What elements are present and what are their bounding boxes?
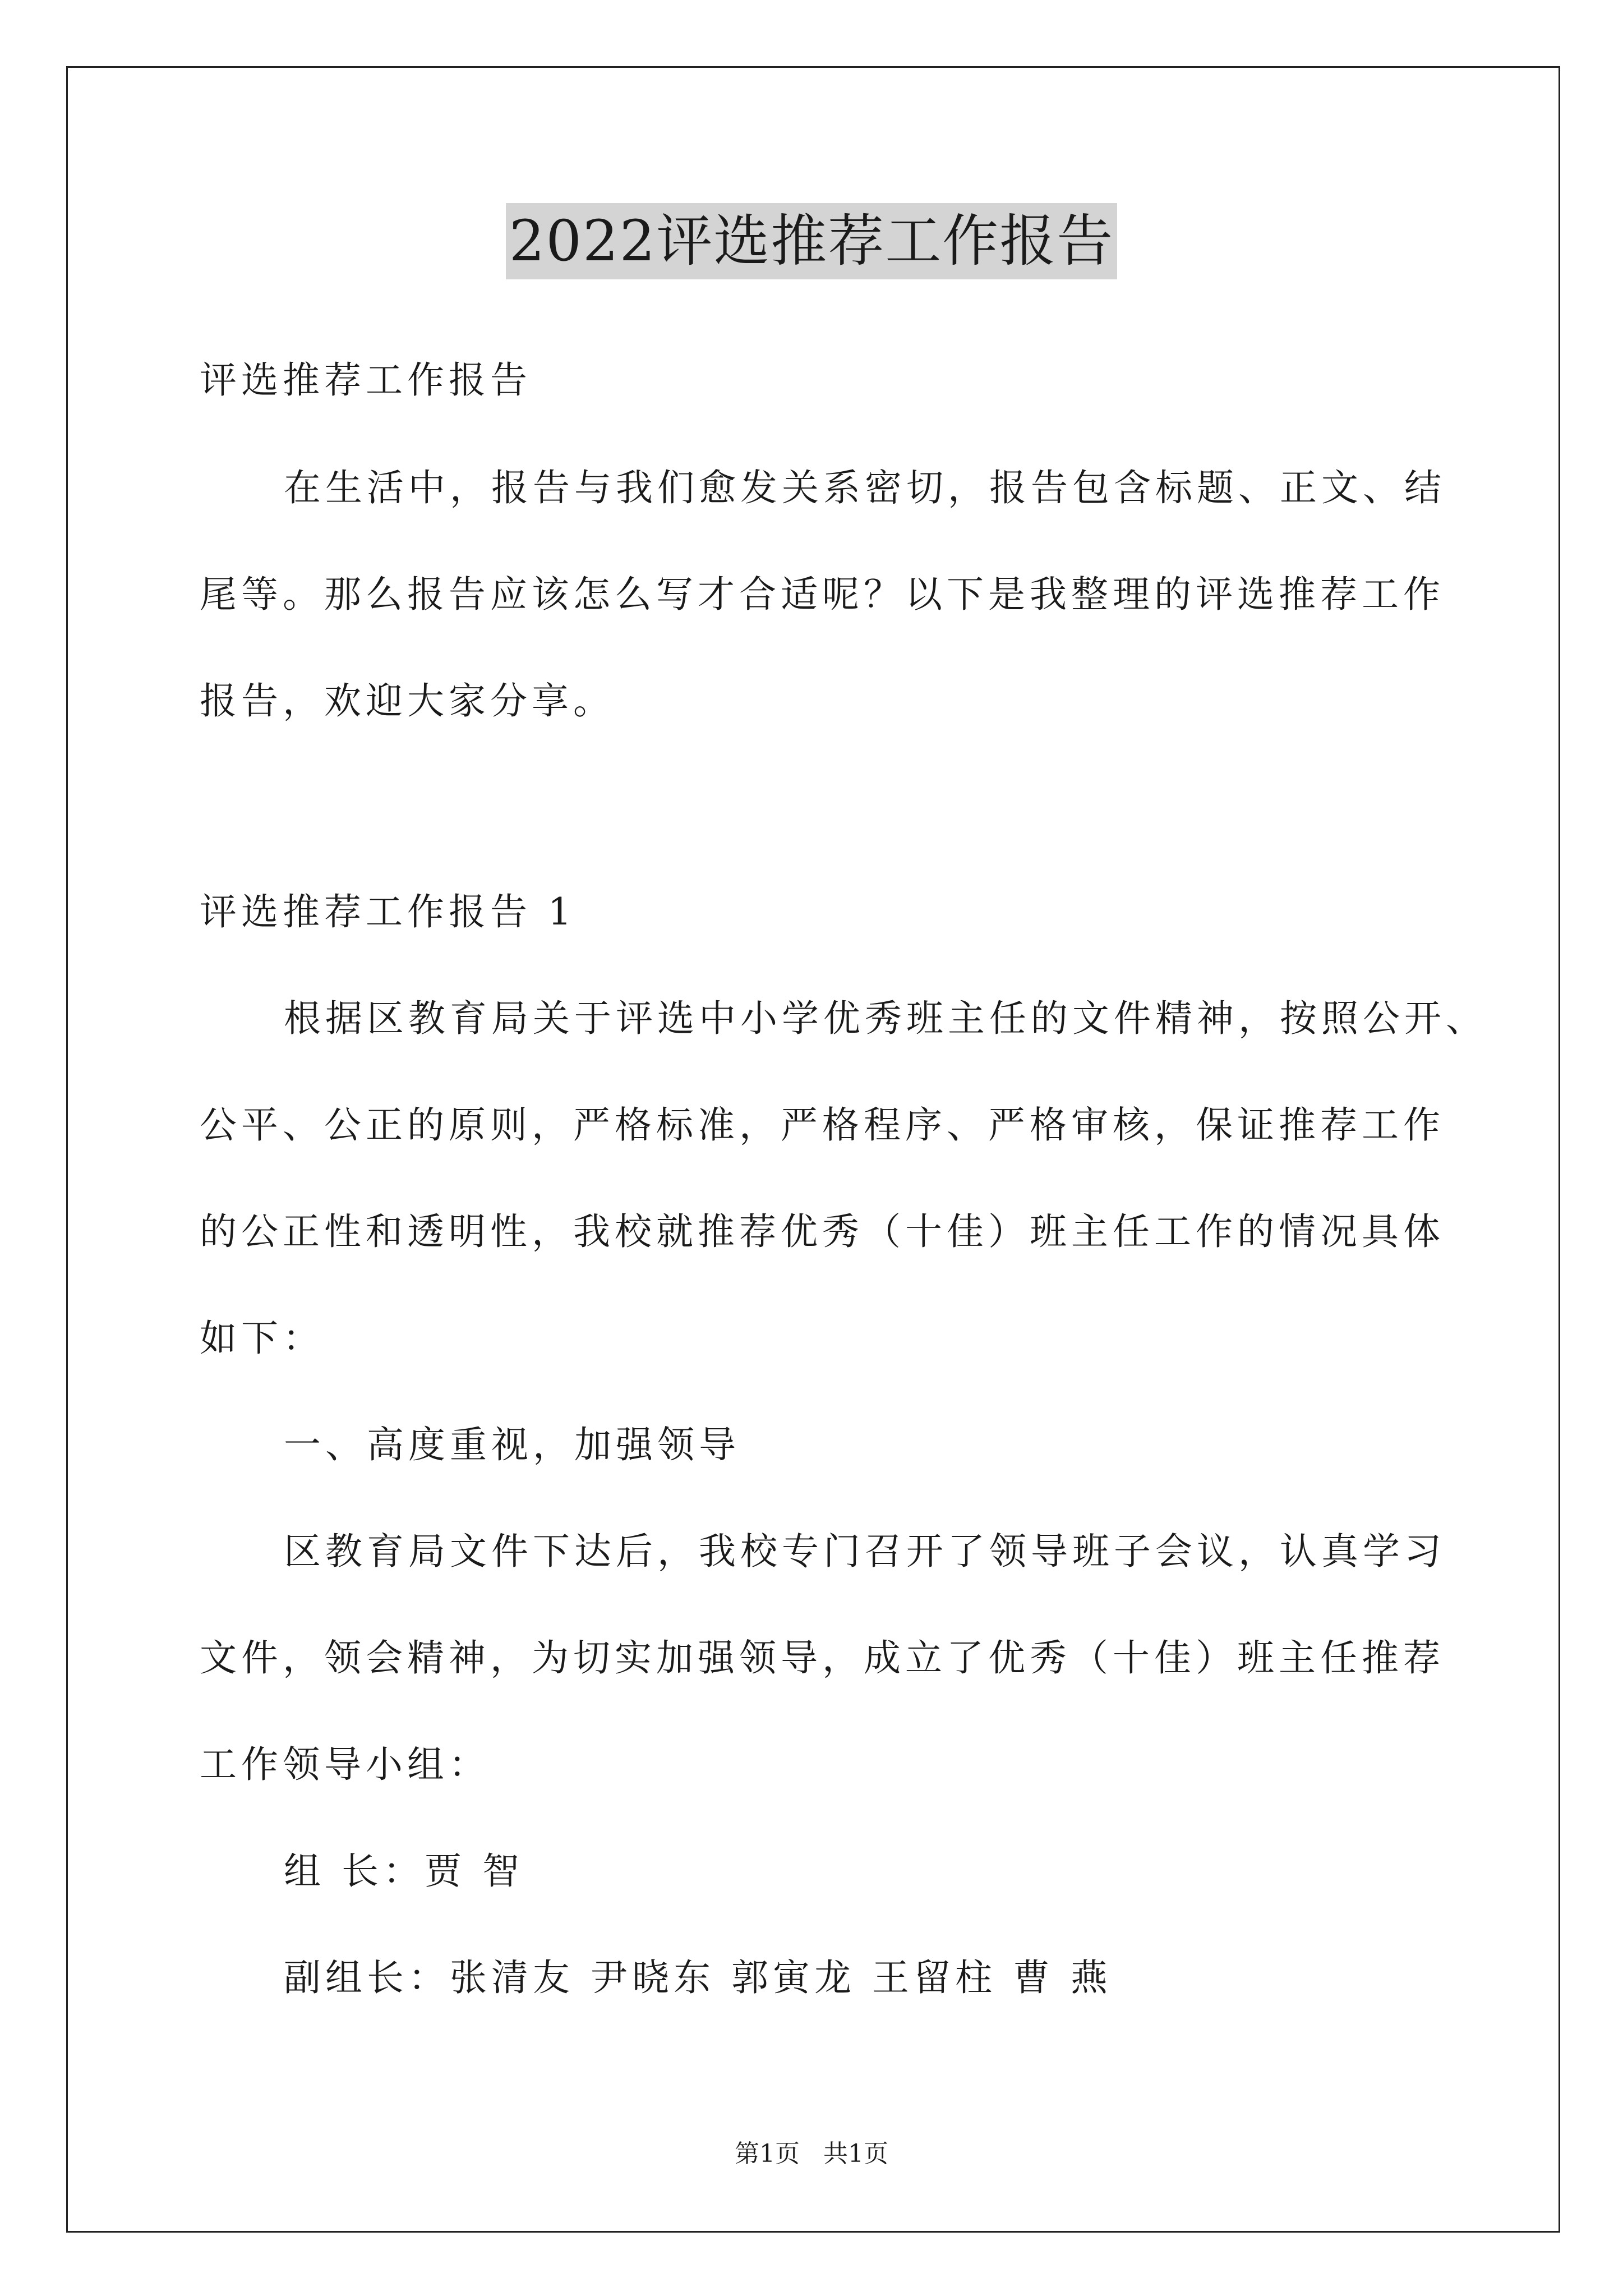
intro-line-1: 在生活中，报告与我们愈发关系密切，报告包含标题、正文、结 xyxy=(284,466,1446,509)
body-line-6: 文件，领会精神，为切实加强领导，成立了优秀（十佳）班主任推荐 xyxy=(200,1636,1445,1680)
document-title: 2022评选推荐工作报告 xyxy=(506,203,1118,279)
body-line-5: 区教育局文件下达后，我校专门召开了领导班子会议，认真学习 xyxy=(284,1530,1446,1573)
body-line-7: 工作领导小组： xyxy=(200,1743,490,1786)
body-line-2: 公平、公正的原则，严格标准，严格程序、严格审核，保证推荐工作 xyxy=(200,1103,1445,1147)
subtitle: 评选推荐工作报告 xyxy=(200,358,532,402)
intro-line-3: 报告，欢迎大家分享。 xyxy=(200,679,615,723)
section-heading: 评选推荐工作报告 1 xyxy=(200,890,576,933)
body-line-3: 的公正性和透明性，我校就推荐优秀（十佳）班主任工作的情况具体 xyxy=(200,1210,1445,1253)
page-footer: 第1页 共1页 xyxy=(735,2139,888,2168)
body-line-4: 如下： xyxy=(200,1317,324,1360)
intro-line-2: 尾等。那么报告应该怎么写才合适呢？以下是我整理的评选推荐工作 xyxy=(200,573,1445,616)
body-line-1: 根据区教育局关于评选中小学优秀班主任的文件精神，按照公开、 xyxy=(284,997,1487,1040)
title-container xyxy=(0,203,1623,279)
group-leader-line: 组 长：贾 智 xyxy=(284,1849,524,1893)
subheading-1: 一、高度重视，加强领导 xyxy=(284,1423,740,1466)
deputy-leaders-line: 副组长：张清友 尹晓东 郭寅龙 王留柱 曹 燕 xyxy=(284,1956,1112,1999)
